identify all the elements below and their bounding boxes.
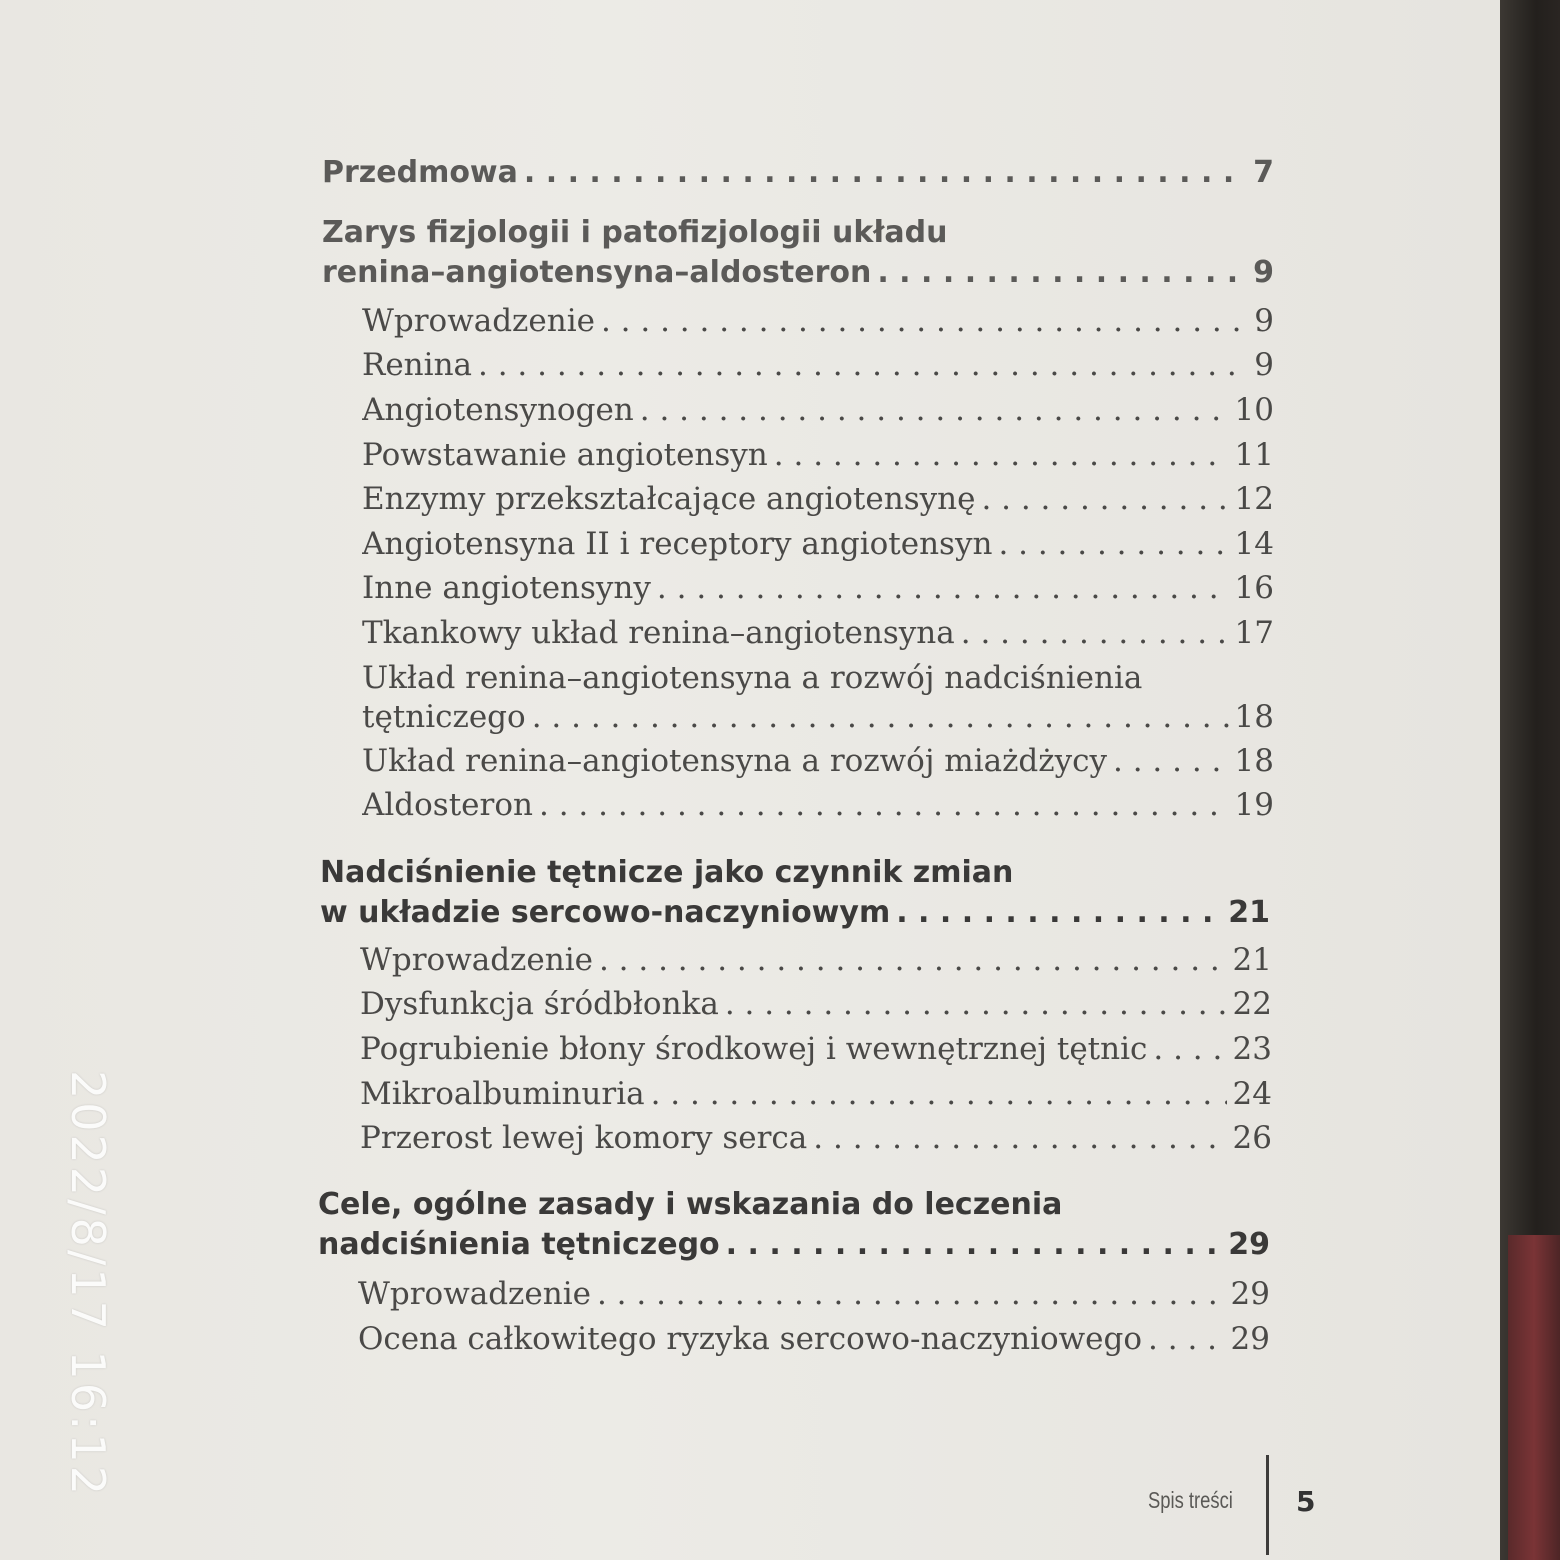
- toc-leader-dots: [526, 699, 1229, 735]
- toc-leader-dots: [955, 615, 1229, 651]
- toc-entry-title: renina–angiotensyna–aldosteron: [322, 255, 872, 290]
- toc-leader-dots: [992, 526, 1228, 562]
- toc-section-entry: [360, 1076, 1272, 1112]
- toc-entry-title: Dysfunkcja śródbłonka: [360, 986, 719, 1022]
- toc-chapter-entry: [320, 895, 1270, 930]
- toc-entry-page: 21: [1228, 895, 1270, 930]
- toc-entry-page: 9: [1254, 347, 1274, 383]
- toc-entry-page: 29: [1230, 1321, 1270, 1357]
- toc-entry-page: 26: [1232, 1120, 1272, 1156]
- toc-entry-title: Aldosteron: [362, 787, 533, 823]
- toc-chapter-title-line1: Cele, ogólne zasady i wskazania do leczenia: [318, 1187, 1063, 1222]
- toc-leader-dots: [645, 1076, 1227, 1112]
- toc-entry-title: Przerost lewej komory serca: [360, 1120, 808, 1156]
- toc-section-entry: [362, 481, 1274, 517]
- toc-leader-dots: [1147, 1031, 1226, 1067]
- toc-section-entry: [362, 526, 1274, 562]
- toc-entry-page: 22: [1232, 986, 1272, 1022]
- toc-entry-title: Wprowadzenie: [362, 303, 595, 339]
- toc-entry-title: nadciśnienia tętniczego: [318, 1227, 720, 1262]
- toc-chapter-entry: [322, 255, 1274, 290]
- toc-entry-title: w układzie sercowo-naczyniowym: [320, 895, 891, 930]
- toc-entry-page: 29: [1230, 1276, 1270, 1312]
- toc-entry-page: 11: [1234, 437, 1274, 473]
- toc-entry-page: 18: [1234, 699, 1274, 735]
- toc-leader-dots: [720, 1227, 1223, 1262]
- toc-section-entry: [362, 615, 1274, 651]
- toc-leader-dots: [1142, 1321, 1225, 1357]
- toc-entry-page: 16: [1234, 570, 1274, 606]
- toc-section-entry: [362, 699, 1274, 735]
- toc-entry-page: 23: [1232, 1031, 1272, 1067]
- toc-entry-title: Przedmowa: [322, 155, 518, 190]
- toc-section-entry: [362, 392, 1274, 428]
- running-title: Spis treści: [1148, 1487, 1233, 1513]
- toc-section-entry: [358, 1321, 1270, 1357]
- toc-entry-page: 12: [1234, 481, 1274, 517]
- toc-section-entry: [362, 347, 1274, 383]
- toc-leader-dots: [634, 392, 1229, 428]
- toc-leader-dots: [768, 437, 1229, 473]
- toc-entry-title: Enzymy przekształcające angiotensynę: [362, 481, 976, 517]
- toc-entry-title: Wprowadzenie: [358, 1276, 591, 1312]
- toc-chapter-entry: [322, 155, 1274, 190]
- toc-entry-title: Tkankowy układ renina–angiotensyna: [362, 615, 955, 651]
- photo-timestamp-overlay: [40, 1070, 130, 1510]
- toc-leader-dots: [890, 895, 1222, 930]
- toc-section-entry: [360, 1120, 1272, 1156]
- toc-leader-dots: [1107, 743, 1229, 779]
- toc-section-title-line1: Układ renina–angiotensyna a rozwój nadciśnienia: [362, 660, 1143, 696]
- book-cover-edge: [1508, 1235, 1560, 1560]
- toc-entry-title: Powstawanie angiotensyn: [362, 437, 768, 473]
- toc-section-entry: [362, 787, 1274, 823]
- toc-entry-page: 10: [1234, 392, 1274, 428]
- page-number: 5: [1296, 1485, 1316, 1518]
- toc-leader-dots: [975, 481, 1228, 517]
- toc-leader-dots: [807, 1120, 1226, 1156]
- toc-leader-dots: [651, 570, 1229, 606]
- toc-entry-page: 21: [1232, 942, 1272, 978]
- toc-entry-page: 9: [1253, 255, 1274, 290]
- toc-section-entry: [362, 570, 1274, 606]
- toc-entry-title: Renina: [362, 347, 473, 383]
- toc-entry-title: Ocena całkowitego ryzyka sercowo-naczyniowego: [358, 1321, 1143, 1357]
- toc-section-entry: [362, 437, 1274, 473]
- toc-chapter-entry: [318, 1227, 1270, 1262]
- toc-entry-page: 19: [1234, 787, 1274, 823]
- toc-leader-dots: [595, 303, 1248, 339]
- toc-entry-page: 14: [1234, 526, 1274, 562]
- toc-chapter-title-line1: Nadciśnienie tętnicze jako czynnik zmian: [320, 855, 1014, 890]
- toc-section-entry: [362, 743, 1274, 779]
- toc-leader-dots: [871, 255, 1247, 290]
- toc-entry-page: 24: [1232, 1076, 1272, 1112]
- toc-entry-title: Układ renina–angiotensyna a rozwój miażdżycy: [362, 743, 1107, 779]
- toc-leader-dots: [719, 986, 1227, 1022]
- toc-section-entry: [360, 1031, 1272, 1067]
- toc-entry-title: tętniczego: [362, 699, 526, 735]
- toc-leader-dots: [518, 155, 1247, 190]
- toc-leader-dots: [533, 787, 1229, 823]
- toc-entry-title: Angiotensynogen: [362, 392, 634, 428]
- photo-timestamp: 2022/8/17 16:12: [61, 1070, 115, 1499]
- toc-chapter-title-line1: Zarys fizjologii i patofizjologii układu: [322, 215, 948, 250]
- toc-section-entry: [362, 303, 1274, 339]
- toc-section-entry: [358, 1276, 1270, 1312]
- toc-entry-page: 17: [1234, 615, 1274, 651]
- footer-divider: [1266, 1455, 1269, 1555]
- toc-leader-dots: [591, 1276, 1225, 1312]
- toc-entry-title: Mikroalbuminuria: [360, 1076, 645, 1112]
- toc-entry-title: Pogrubienie błony środkowej i wewnętrznej tętnic: [360, 1031, 1148, 1067]
- toc-entry-title: Angiotensyna II i receptory angiotensyn: [362, 526, 993, 562]
- toc-entry-title: Wprowadzenie: [360, 942, 593, 978]
- toc-leader-dots: [593, 942, 1227, 978]
- toc-section-entry: [360, 986, 1272, 1022]
- toc-entry-page: 29: [1228, 1227, 1270, 1262]
- toc-entry-page: 9: [1254, 303, 1274, 339]
- toc-entry-page: 18: [1234, 743, 1274, 779]
- toc-entry-page: 7: [1253, 155, 1274, 190]
- toc-entry-title: Inne angiotensyny: [362, 570, 651, 606]
- toc-leader-dots: [472, 347, 1248, 383]
- toc-section-entry: [360, 942, 1272, 978]
